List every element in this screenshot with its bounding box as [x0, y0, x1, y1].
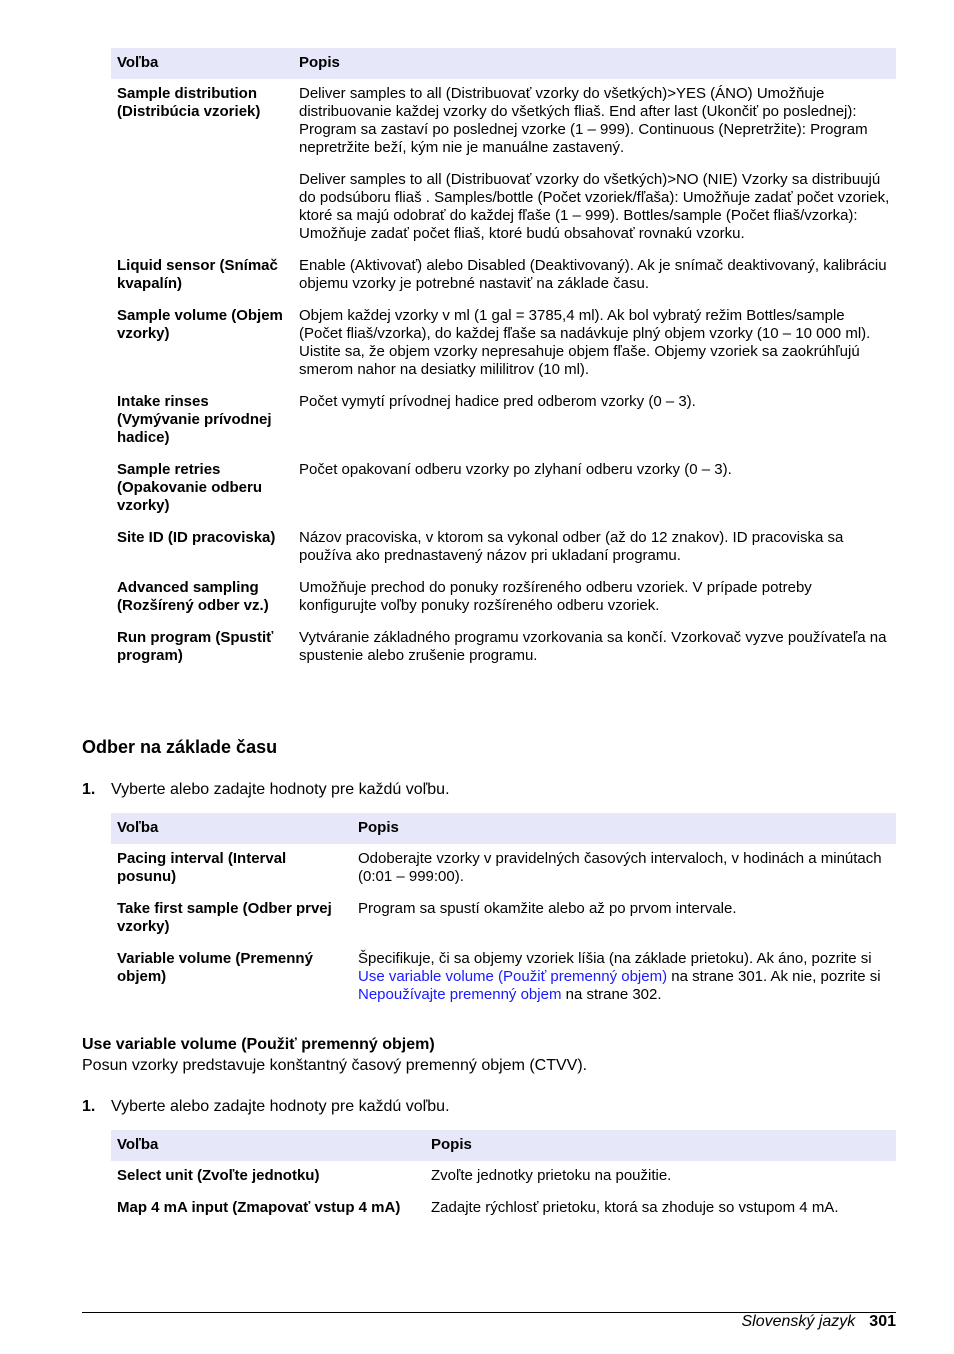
- footer-language: Slovenský jazyk: [741, 1313, 856, 1330]
- table-row: [111, 623, 896, 673]
- column-header-option: Voľba: [111, 1130, 425, 1161]
- table-row: [111, 894, 896, 944]
- option-description: [293, 79, 896, 251]
- step-number: 1.: [82, 1098, 96, 1115]
- table-row: [111, 944, 896, 1012]
- option-label: Liquid sensor (Snímač kvapalín): [117, 257, 278, 292]
- table-row: [111, 844, 896, 894]
- option-description: Počet opakovaní odberu vzorky po zlyhaní odberu vzorky (0 – 3).: [299, 461, 732, 478]
- option-label: Intake rinses (Vymývanie prívodnej hadice): [117, 393, 272, 446]
- option-label: Sample retries (Opakovanie odberu vzorky): [117, 461, 263, 514]
- step-item: [82, 1098, 450, 1116]
- table-row: [111, 455, 896, 523]
- description-text: Špecifikuje, či sa objemy vzoriek líšia (na základe prietoku). Ak áno, pozrite si: [358, 950, 872, 967]
- step-number: 1.: [82, 781, 96, 798]
- table-row: [111, 79, 896, 251]
- link-no-variable-volume[interactable]: Nepoužívajte premenný objem: [358, 986, 562, 1003]
- column-header-option: Voľba: [111, 48, 293, 79]
- table-row: [111, 523, 896, 573]
- options-table-variable-volume: [111, 1130, 896, 1225]
- column-header-description: Popis: [293, 48, 896, 79]
- option-description: Odoberajte vzorky v pravidelných časových intervaloch, v hodinách a minútach (0:01 – 999:00).: [358, 850, 882, 885]
- option-label: Map 4 mA input (Zmapovať vstup 4 mA): [117, 1199, 401, 1216]
- options-table-time-based: [111, 813, 896, 1012]
- section-paragraph: Posun vzorky predstavuje konštantný časový premenný objem (CTVV).: [82, 1057, 588, 1074]
- section-heading-variable-volume: Use variable volume (Použiť premenný objem): [82, 1036, 435, 1053]
- option-description: Vytváranie základného programu vzorkovania sa končí. Vzorkovač vyzve používateľa na spustenie alebo zrušenie programu.: [299, 629, 887, 664]
- option-description: Umožňuje prechod do ponuky rozšíreného odberu vzoriek. V prípade potreby konfigurujte voľby ponuky rozšíreného odberu vzoriek.: [299, 579, 812, 614]
- option-label: Pacing interval (Interval posunu): [117, 850, 287, 885]
- option-label: Sample volume (Objem vzorky): [117, 307, 283, 342]
- step-text: Vyberte alebo zadajte hodnoty pre každú voľbu.: [111, 781, 450, 798]
- option-description: [352, 944, 896, 1012]
- description-paragraph: Deliver samples to all (Distribuovať vzorky do všetkých)>NO (NIE) Vzorky sa distribuujú do podsúboru fliaš . Samples/bottle (Počet vzoriek/fľaša): Umožňuje zadať počet vzoriek, ktoré sa majú odobrať do každej fľaše (1 – 999). Bottles/sample (Počet fliaš/vzorka): Umožňuje zadať počet fliaš, ktoré budú obsahovať rovnakú vzorku.: [299, 171, 890, 242]
- option-label: Take first sample (Odber prvej vzorky): [117, 900, 332, 935]
- section-heading-time-based: Odber na základe času: [82, 737, 278, 757]
- table-row: [111, 301, 896, 387]
- table-row: [111, 251, 896, 301]
- column-header-description: Popis: [352, 813, 896, 844]
- option-label: Site ID (ID pracoviska): [117, 529, 276, 546]
- table-header-row: [111, 1130, 896, 1161]
- option-description: Zvoľte jednotky prietoku na použitie.: [431, 1167, 672, 1184]
- options-table-basic: [111, 48, 896, 673]
- option-description: Počet vymytí prívodnej hadice pred odberom vzorky (0 – 3).: [299, 393, 696, 410]
- description-text: na strane 301. Ak nie, pozrite si: [667, 968, 881, 985]
- table-header-row: [111, 48, 896, 79]
- table-row: [111, 1161, 896, 1193]
- option-label: Sample distribution (Distribúcia vzoriek): [117, 85, 261, 120]
- option-description: Názov pracoviska, v ktorom sa vykonal odber (až do 12 znakov). ID pracoviska sa používa ako prednastavený názov pri ukladaní programu.: [299, 529, 844, 564]
- option-label: Variable volume (Premenný objem): [117, 950, 313, 985]
- description-paragraph: Deliver samples to all (Distribuovať vzorky do všetkých)>YES (ÁNO) Umožňuje distribuovanie každej vzorky do všetkých fliaš. End after last (Ukončiť po poslednej): Program sa zastaví po poslednej vzorke (1 – 999). Continuous (Nepretržite): Program nepretržite beží, kým nie je manuálne zastavený.: [299, 85, 868, 156]
- table-row: [111, 387, 896, 455]
- description-text: na strane 302.: [561, 986, 662, 1003]
- option-description: Zadajte rýchlosť prietoku, ktorá sa zhoduje so vstupom 4 mA.: [431, 1199, 839, 1216]
- option-description: Program sa spustí okamžite alebo až po prvom intervale.: [358, 900, 737, 917]
- page-footer: [741, 1313, 896, 1331]
- step-item: [82, 781, 450, 799]
- page-number: 301: [869, 1313, 896, 1330]
- column-header-description: Popis: [425, 1130, 896, 1161]
- link-use-variable-volume[interactable]: Use variable volume (Použiť premenný objem): [358, 968, 668, 985]
- option-label: Run program (Spustiť program): [117, 629, 274, 664]
- option-label: Advanced sampling (Rozšírený odber vz.): [117, 579, 269, 614]
- column-header-option: Voľba: [111, 813, 352, 844]
- table-header-row: [111, 813, 896, 844]
- option-description: Objem každej vzorky v ml (1 gal = 3785,4 ml). Ak bol vybratý režim Bottles/sample (Počet fliaš/vzorka), do každej fľaše sa nadávkuje plný objem vzorky (10 – 10 000 ml). Uistite sa, že objem vzorky nepresahuje objem fľaše. Objemy vzoriek sa zaokrúhľujú smerom nahor na desiatky mililitrov (10 ml).: [299, 307, 871, 378]
- option-label: Select unit (Zvoľte jednotku): [117, 1167, 320, 1184]
- option-description: Enable (Aktivovať) alebo Disabled (Deaktivovaný). Ak je snímač deaktivovaný, kalibráciu objemu vzorky je potrebné nastaviť na základe času.: [299, 257, 887, 292]
- table-row: [111, 573, 896, 623]
- table-row: [111, 1193, 896, 1225]
- step-text: Vyberte alebo zadajte hodnoty pre každú voľbu.: [111, 1098, 450, 1115]
